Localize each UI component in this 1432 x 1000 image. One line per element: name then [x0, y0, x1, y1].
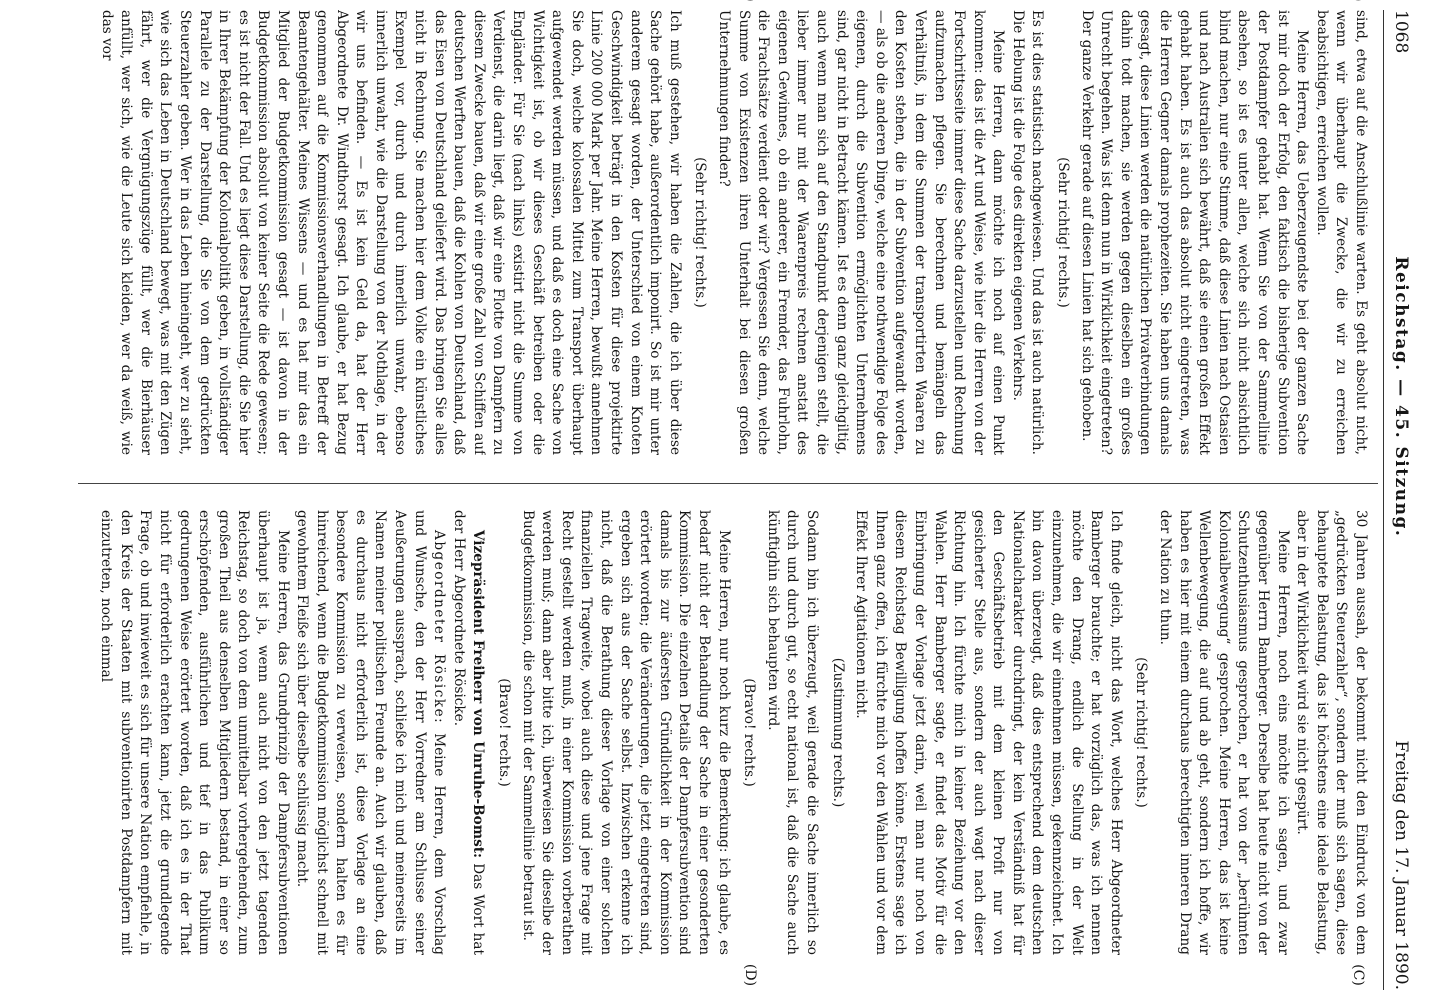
interjection: (Sehr richtig! rechts.) [1055, 157, 1072, 308]
speaker-text: Das Wort hat der Herr Abgeordnete Rösicke. [450, 510, 487, 955]
rotated-page [62, 10, 1418, 990]
paragraph: Meine Herren, dann möchte ich noch auf einen Punkt kommen: das ist die Art und Weise, wie hier die Herren von der Fortschrittsseite immer diese Sache darzustellen und Rechnung aufzumachen pflegen. Sie berechnen und bemängeln das Verhältniß, in dem die Summen der transportirten Waaren zu den Kosten stehen, die in der Subvention aufgewandt worden, — als ob die anderen Dinge, welche eine nothwendige Folge des eigenen, durch die Subvention ermöglichten Unternehmens sind, gar nicht in Betracht kämen. Ist es denn ganz gleichgiltig, auch wenn man sich auf den Standpunkt derjenigen stellt, die lieber immer nur mit der Waarenpreis rechnen anstatt des eigenen Gewinnes, ob ein anderer, ein Fremder, das Fuhrlohn, die Frachtsätze verdient oder wir? Vergessen Sie denn, welche Summe von Existenzen ihren Unterhalt bei diesen großen Unternehmungen finden? [716, 10, 1007, 455]
session-date: Freitag den 17. Januar 1890. [1391, 740, 1411, 990]
interjection: (Sehr richtig! rechts.) [1133, 657, 1150, 808]
paragraph: Meine Herren, das Grundprinzip der Dampfersubventionen überhaupt ist ja, wenn auch nicht von den jetzt tagenden Reichstag, so doch von dem unmittelbar vorhergehenden, zum großen Theil aus denselben Mitgliedern bestand, in einer so erschöpfenden, ausführlichen und tief in das Publikum gedrungenen Weise erörtert worden, daß ich es in der That nicht für erforderlich erachten kann, jetzt die grundlegende Frage, ob und inwieweit es sich für unsere Nation empfiehle, in den Kreis der Staaten mit subventionirten Postdampfern mit einzutreten, noch einmal [98, 510, 291, 955]
speaker-text: Meine Herren, dem Vorschlag und Wunsche, den der Herr Vorredner am Schlusse seiner Aeußerungen aussprach, schließe ich mich und meinerseits im Namen meiner politischen Freunde an. Auch wir glauben, daß es durchaus nicht erforderlich ist, diese Vorlage an eine besondere Kommission zu verweisen, sondern halten es für hinreichend, wenn die Budgetkommission möglichst schnell mit gewohntem Fleiße sich über dieselbe schlüssig macht. [294, 510, 448, 955]
right-text-column [80, 510, 1370, 955]
interjection: (Bravo! rechts.) [741, 678, 758, 787]
paragraph: Ich finde gleich, nicht das Wort, welches Herr Abgeordneter Bamberger brauchte; er hat vorzüglich das, was ich nennen möchte den Drang, endlich die Stellung in der Welt einzunehmen, die wir einnehmen müssen, gekennzeichnet. Ich bin davon überzeugt, daß dies entsprechend dem deutschen Nationalcharakter durchdringt, der kein Verständniß hat für den Geschäftsbetrieb mit dem kleinen Profit nur von gesicherter Stelle aus, sondern der auch wagt nach dieser Richtung hin. Ich fürchte mich in keiner Beziehung vor den Wahlen. Herr Bamberger sagte, er findet das Motiv für die Einbringung der Vorlage jetzt darin, weil man nur noch von diesem Reichstag Bewilligung hoffen könne. Erstens sage ich Ihnen ganz offen, ich fürchte mich vor den Wahlen und vor dem Effekt Ihrer Agitationen nicht. [853, 510, 1124, 955]
speaker-name: Abgeordneter Rösicke: [431, 530, 448, 725]
interjection: (Zustimmung rechts.) [829, 657, 846, 808]
digitization-credit [1406, 40, 1424, 620]
speaker-paragraph [448, 510, 487, 955]
page-number: 1068 [1391, 10, 1411, 54]
paragraph: 30 Jahren aussah, der bekommt nicht den Eindruck von dem „gedrückten Steuerzahler“, sondern der muß sich sagen, diese behauptete Belastung, das ist höchstens eine ideale Belastung, aber in der Wirklichkeit wird sie nicht gespürt. [1294, 510, 1369, 955]
interjection: (Sehr richtig! rechts.) [692, 157, 709, 308]
paragraph: sind, etwa auf die Anschlußlinie warten. Es geht absolut nicht, wenn wir überhaupt die Zwecke, die wir zu erreichen beabsichtigen, erreichen wollen. [1313, 10, 1369, 455]
paragraph: Meine Herren, das Ueberzeugendste bei der ganzen Sache ist mir doch der Erfolg, den faktisch die bisherige Subvention der Postdampfer gehabt hat. Wenn Sie von der Sammellinie absehen, so ist es unter allen, welche sich nicht absichtlich blind machen, nur eine Stimme, daß diese Linien nach Ostasien und nach Australien sich bewährt, daß sie einen großen Effekt gehabt haben. Es ist auch das absolut nicht eingetreten, was die Herren Gegner damals prophezeiten. Sie haben uns damals gesagt, diese Linien werden die natürlichen Privatverbindungen dahin todt machen, sie werden gegen dieselben ein großes Unrecht begehen. Was ist denn nun in Wirklichkeit eingetreten? Der ganze Verkehr gerade auf diesen Linien hat sich gehoben. [1078, 10, 1311, 455]
session-title: Reichstag. — 45. Sitzung. [1391, 256, 1411, 538]
paragraph: Es ist dies statistisch nachgewiesen. Und das ist auch natürlich. Die Hebung ist die Folge des direkten eigenen Verkehrs. [1009, 10, 1046, 455]
left-text-column [80, 10, 1370, 455]
speaker-name: Vizepräsident Freiherr von Unruhe-Bomst: [470, 530, 487, 859]
margin-mark-c: (C) [1350, 964, 1366, 986]
margin-mark-d: (D) [742, 963, 758, 987]
column-divider [78, 483, 1378, 484]
paragraph: Ich muß gestehen, wir haben die Zahlen, die ich über diese Sache gehört habe, außerordentlich imponirt. So ist mir unter anderem gesagt worden, der Unterschied von einem Knoten Geschwindigkeit beträgt in den Kosten für diese projektirte Linie 200 000 Mark per Jahr. Meine Herren, bewußt annehmen Sie doch, welche kolossalen Mittel zum Transport überhaupt aufgewendet werden müssen, und daß es doch eine Sache von Wichtigkeit ist, ob wir dieses Geschäft betreiben oder die Engländer. Für Sie (nach links) existirt nicht die Summe von Verdienst, die darin liegt, daß wir eine Flotte von Dampfern zu diesem Zwecke bauen, daß wir eine große Zahl von Schiffen auf deutschen Werften bauen, daß die Kohlen von Deutschland, daß das Eisen von Deutschland geliefert wird. Das bringen Sie alles nicht in Rechnung. Sie machen hier dem Volke ein künstliches Exempel vor, durch und durch innerlich unwahr, ebenso innerlich unwahr, wie die Darstellung von der Nothlage, in der wir uns befinden. — Es ist kein Geld da, hat der Herr Abgeordnete Dr. Windthorst gesagt. Ich glaube, er hat Bezug genommen auf die Kommissionsverhandlungen in Betreff der Beamtengehälter. Meines Wissens — und es hat mir das ein Mitglied der Budgetkommission gesagt — ist davon in der Budgetkommission absolut von keiner Seite die Rede gewesen; es ist nicht der Fall. Und es liegt diese Darstellung, die Sie hier in Ihrer Bekämpfung der Kolonialpolitik geben, in vollständiger Parallele zu der Darstellung, die Sie von dem gedrückten Steuerzahler geben. Wer in das Leben hineingeht, wer zu sieht, wie sich das Leben in Deutschland bewegt, was mit den Zügen fährt, wer die Vergnügungszüge füllt, wer die Bierhäuser anfüllt, wer sich, wie die Leute sich kleiden, wer da weiß, wie das vor [98, 10, 683, 455]
interjection: (Bravo! rechts.) [496, 678, 513, 787]
paragraph: Meine Herren, nur noch kurz die Bemerkung: ich glaube, es bedarf nicht der Behandlung der Sache in einer gesonderten Kommission. Die einzelnen Details der Dampfersubvention sind damals bis zur äußersten Gründlichkeit in der Kommission erörtert worden; die Veränderungen, die jetzt eingetreten sind, ergeben sich aus der Sache selbst. Inzwischen erkenne ich nicht, daß die Berathung dieser Vorlage von einer solchen finanziellen Tragweite, wobei auch diese und jene Frage mit Recht gestellt werden muß, in einer Kommission vorberathen werden muß; dann aber bitte ich, überweisen Sie dieselbe der Budgetkommission, die schon mit der Sammellinie betraut ist. [519, 510, 732, 955]
speaker-paragraph [292, 510, 449, 955]
paragraph: Meine Herren, noch eins möchte ich sagen, und zwar gegenüber Herrn Bamberger. Derselbe hat heute nicht von der Schutzenthusiasmus gesprochen, er hat von der „berühmten Kolonialbewegung“ gesprochen. Meine Herren, das ist keine Wellenbewegung, die auf und ab geht, sondern ich hoffe, wir haben es hier mit einem durchaus berechtigten inneren Drang der Nation zu thun. [1157, 510, 1291, 955]
paragraph: Sodann bin ich überzeugt, weil gerade die Sache innerlich so durch und durch gut, so echt national ist, daß die Sache auch künftighin sich behaupten wird. [764, 510, 820, 955]
margin-mark-b [742, 0, 758, 6]
margin-mark-a [1350, 0, 1366, 6]
